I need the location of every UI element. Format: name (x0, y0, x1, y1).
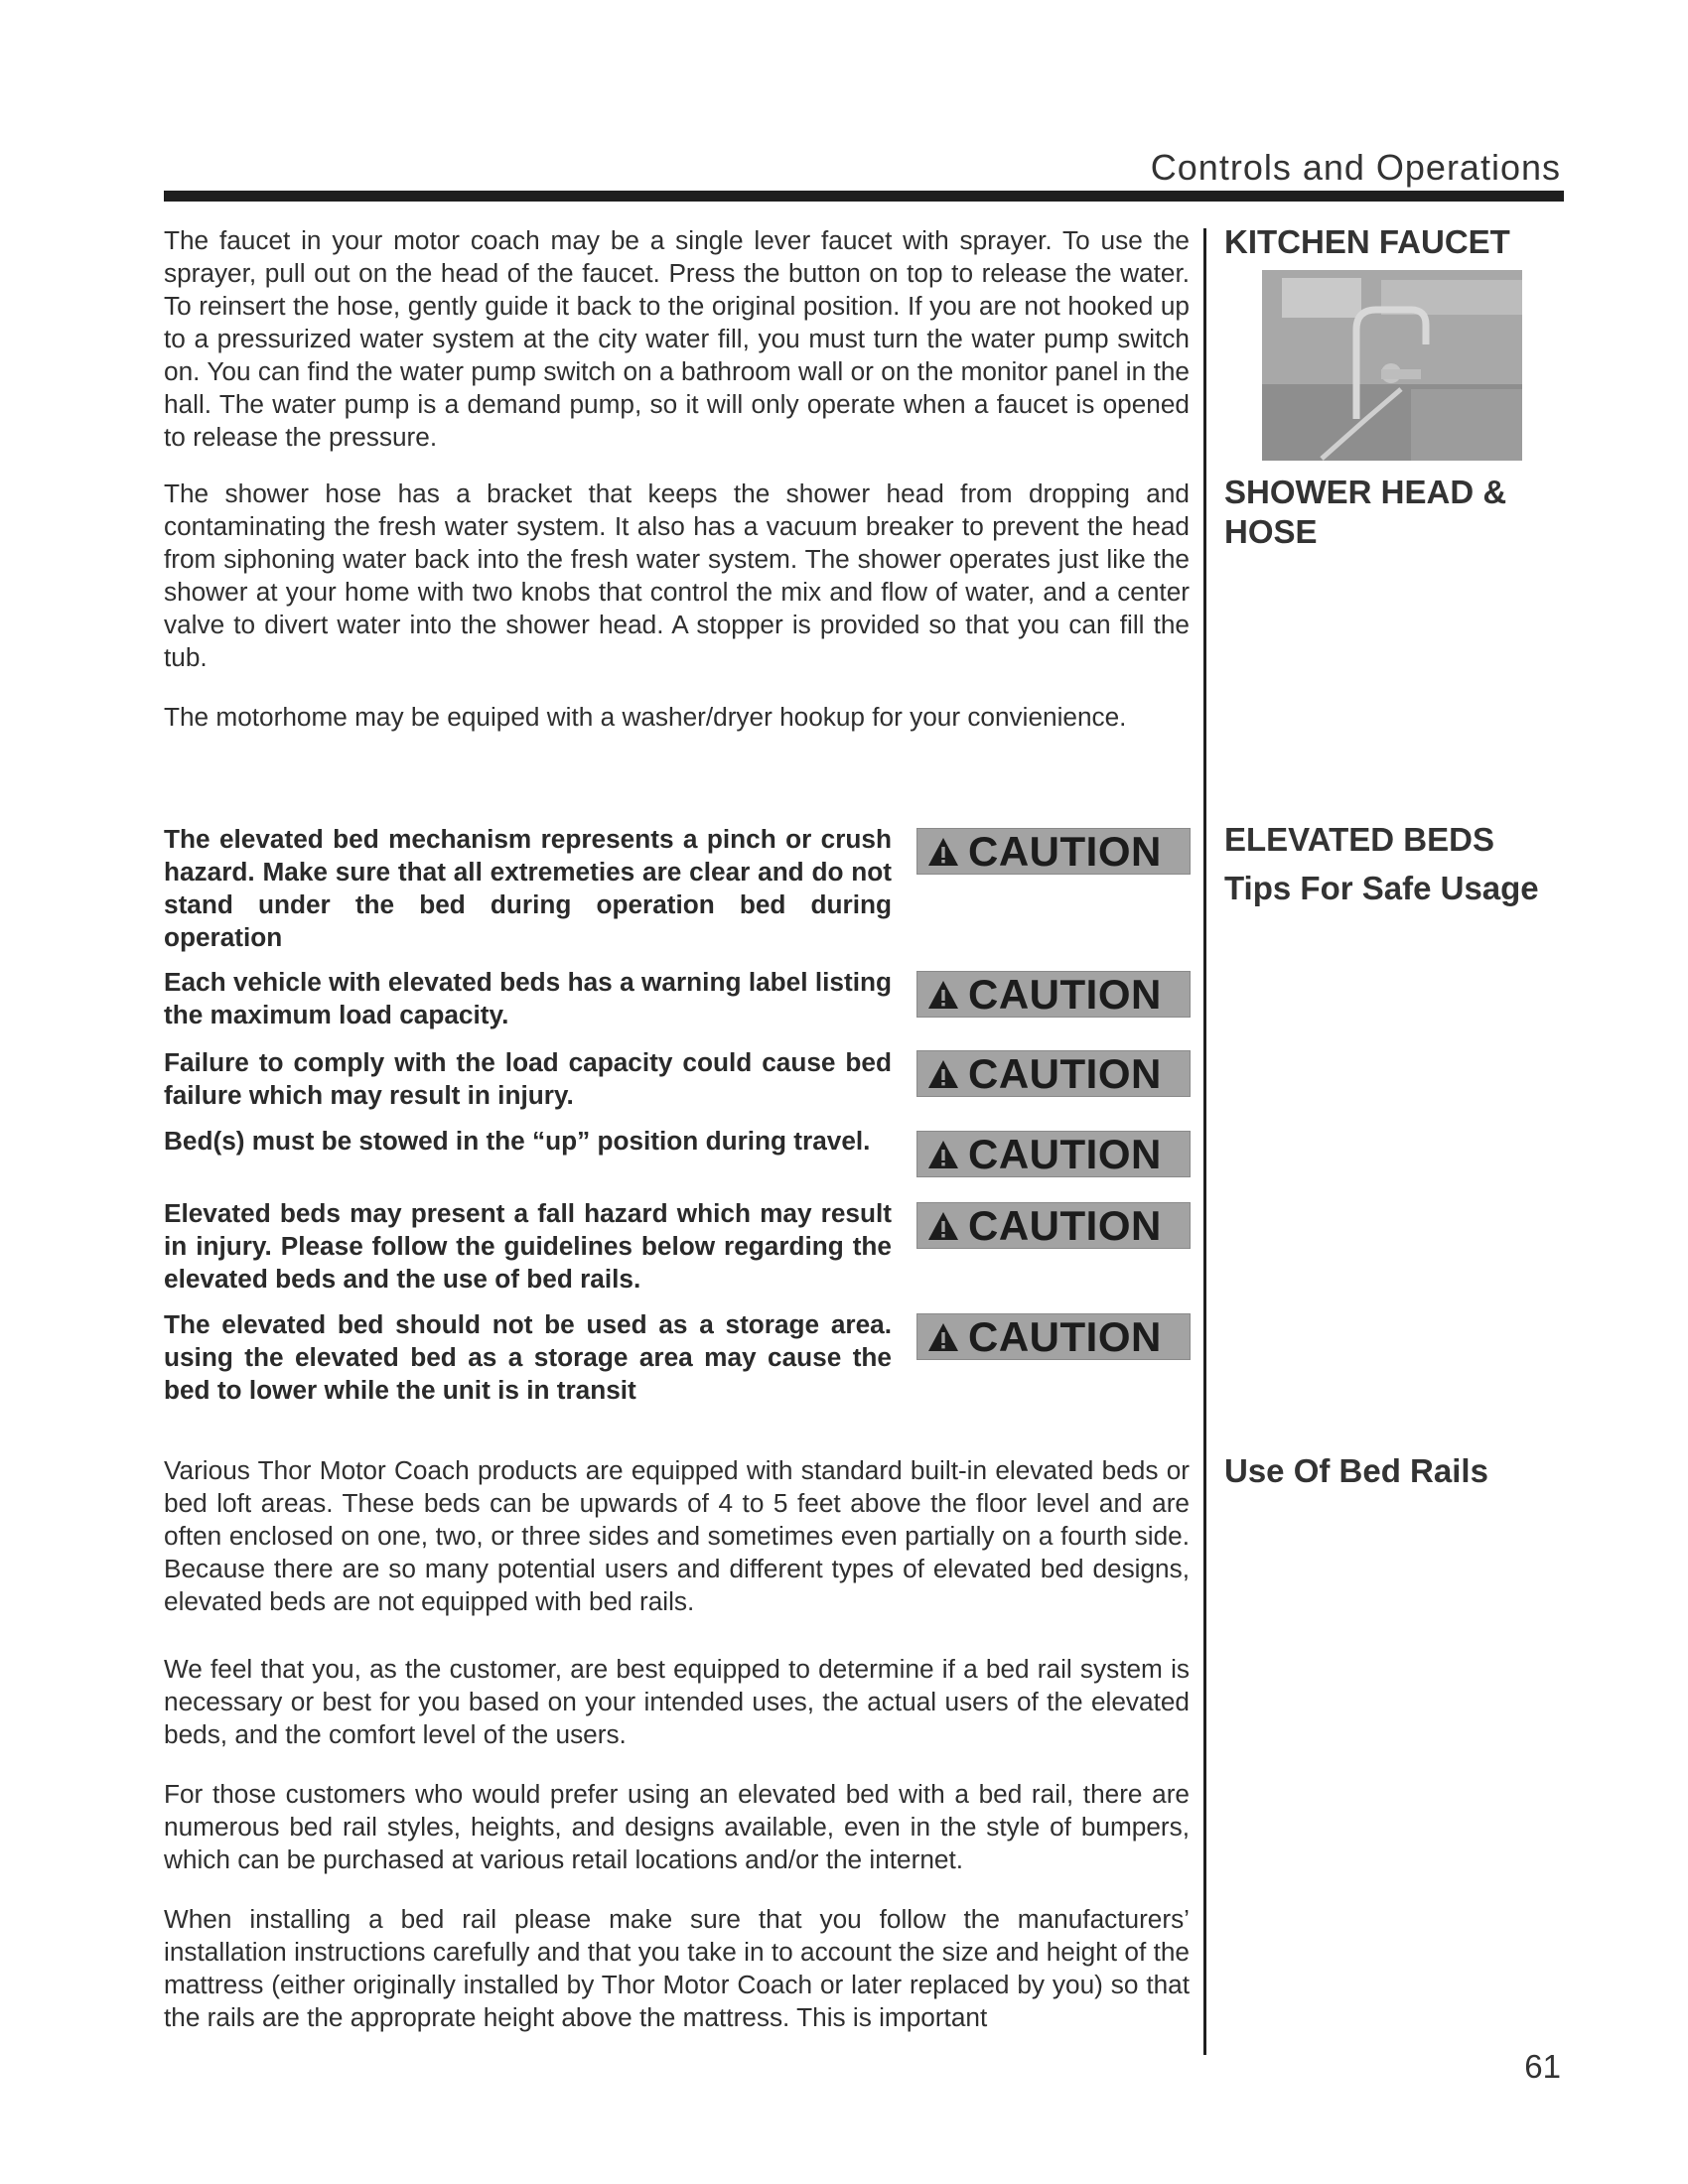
bed-rails-paragraph-2: We feel that you, as the customer, are best equipped to determine if a bed rail system is necessary or best for you based on your intended uses, the actual users of the elevated beds, and the comfort level of the users. (164, 1654, 1190, 1749)
page-header-title: Controls and Operations (1150, 147, 1561, 188)
caution-text-6: The elevated bed should not be used as a storage area. using the elevated bed as a storage area may cause the bed to lower while the unit is in transit (164, 1309, 892, 1405)
header-rule (164, 191, 1564, 202)
warning-triangle-icon (926, 978, 960, 1012)
bed-rails-paragraph-1: Various Thor Motor Coach products are equipped with standard built-in elevated beds or bed loft areas. These beds can be upwards of 4 to 5 feet above the floor level and are often enclosed on one, two, or three sides and sometimes even partially on a fourth side. Because there are so many potential users and different types of elevated bed designs, elevated beds are not equipped with bed rails. (164, 1455, 1190, 1616)
bed-rails-paragraph-3: For those customers who would prefer using an elevated bed with a bed rail, there are numerous bed rail styles, heights, and designs available, even in the style of bumpers, which can be purchased at various retail locations and/or the internet. (164, 1779, 1190, 1874)
caution-text-3: Failure to comply with the load capacity could cause bed failure which may result in injury. (164, 1047, 892, 1110)
caution-text-1: The elevated bed mechanism represents a pinch or crush hazard. Make sure that all extremeties are clear and do not stand under the bed during operation bed during operation (164, 824, 892, 952)
caution-badge-1 (916, 828, 1191, 875)
kitchen-faucet-heading: KITCHEN FAUCET (1224, 223, 1510, 260)
caution-badge-4 (916, 1131, 1191, 1177)
shower-heading: SHOWER HEAD & HOSE (1224, 474, 1507, 550)
caution-text-4: Bed(s) must be stowed in the “up” position during travel. (164, 1126, 871, 1156)
washer-dryer-note: The motorhome may be equiped with a washer/dryer hookup for your convienience. (164, 702, 1127, 732)
kitchen-faucet-photo (1262, 270, 1522, 461)
caution-label: CAUTION (968, 828, 1162, 875)
caution-badge-6 (916, 1313, 1191, 1360)
caution-label: CAUTION (968, 1050, 1162, 1097)
warning-triangle-icon (926, 1320, 960, 1354)
caution-badge-5 (916, 1202, 1191, 1249)
elevated-beds-subheading: Tips For Safe Usage (1224, 870, 1539, 906)
caution-text-5: Elevated beds may present a fall hazard which may result in injury. Please follow the guidelines below regarding the elevated beds and the use of bed rails. (164, 1198, 892, 1294)
caution-badge-3 (916, 1050, 1191, 1097)
caution-label: CAUTION (968, 1131, 1162, 1177)
warning-triangle-icon (926, 1138, 960, 1171)
column-divider (1203, 228, 1206, 2055)
elevated-beds-heading: ELEVATED BEDS (1224, 821, 1494, 858)
kitchen-faucet-paragraph: The faucet in your motor coach may be a single lever faucet with sprayer. To use the sprayer, pull out on the head of the faucet. Press the button on top to release the water. To reinsert the hose, gently guide it back to the original position. If you are not hooked up to a pressurized water system at the city water fill, you must turn the water pump switch on. You can find the water pump switch on a bathroom wall or on the monitor panel in the hall. The water pump is a demand pump, so it will only operate when a faucet is opened to release the pressure. (164, 225, 1190, 452)
warning-triangle-icon (926, 1057, 960, 1091)
bed-rails-paragraph-4: When installing a bed rail please make sure that you follow the manufacturers’ installation instructions carefully and that you take in to account the size and height of the mattress (either originally installed by Thor Motor Coach or later replaced by you) so that the rails are the approprate height above the mattress. This is important (164, 1904, 1190, 2032)
caution-label: CAUTION (968, 1313, 1162, 1360)
page-number: 61 (1524, 2048, 1561, 2085)
warning-triangle-icon (926, 835, 960, 869)
caution-label: CAUTION (968, 1202, 1162, 1249)
warning-triangle-icon (926, 1209, 960, 1243)
shower-paragraph: The shower hose has a bracket that keeps the shower head from dropping and contaminating the fresh water system. It also has a vacuum breaker to prevent the head from siphoning water back into the fresh water system. The shower operates just like the shower at your home with two knobs that control the mix and flow of water, and a center valve to divert water into the shower head. A stopper is provided so that you can fill the tub. (164, 478, 1190, 672)
caution-label: CAUTION (968, 971, 1162, 1018)
faucet-illustration (1262, 270, 1522, 461)
bed-rails-heading: Use Of Bed Rails (1224, 1452, 1488, 1489)
caution-badge-2 (916, 971, 1191, 1018)
caution-text-2: Each vehicle with elevated beds has a warning label listing the maximum load capacity. (164, 967, 892, 1029)
